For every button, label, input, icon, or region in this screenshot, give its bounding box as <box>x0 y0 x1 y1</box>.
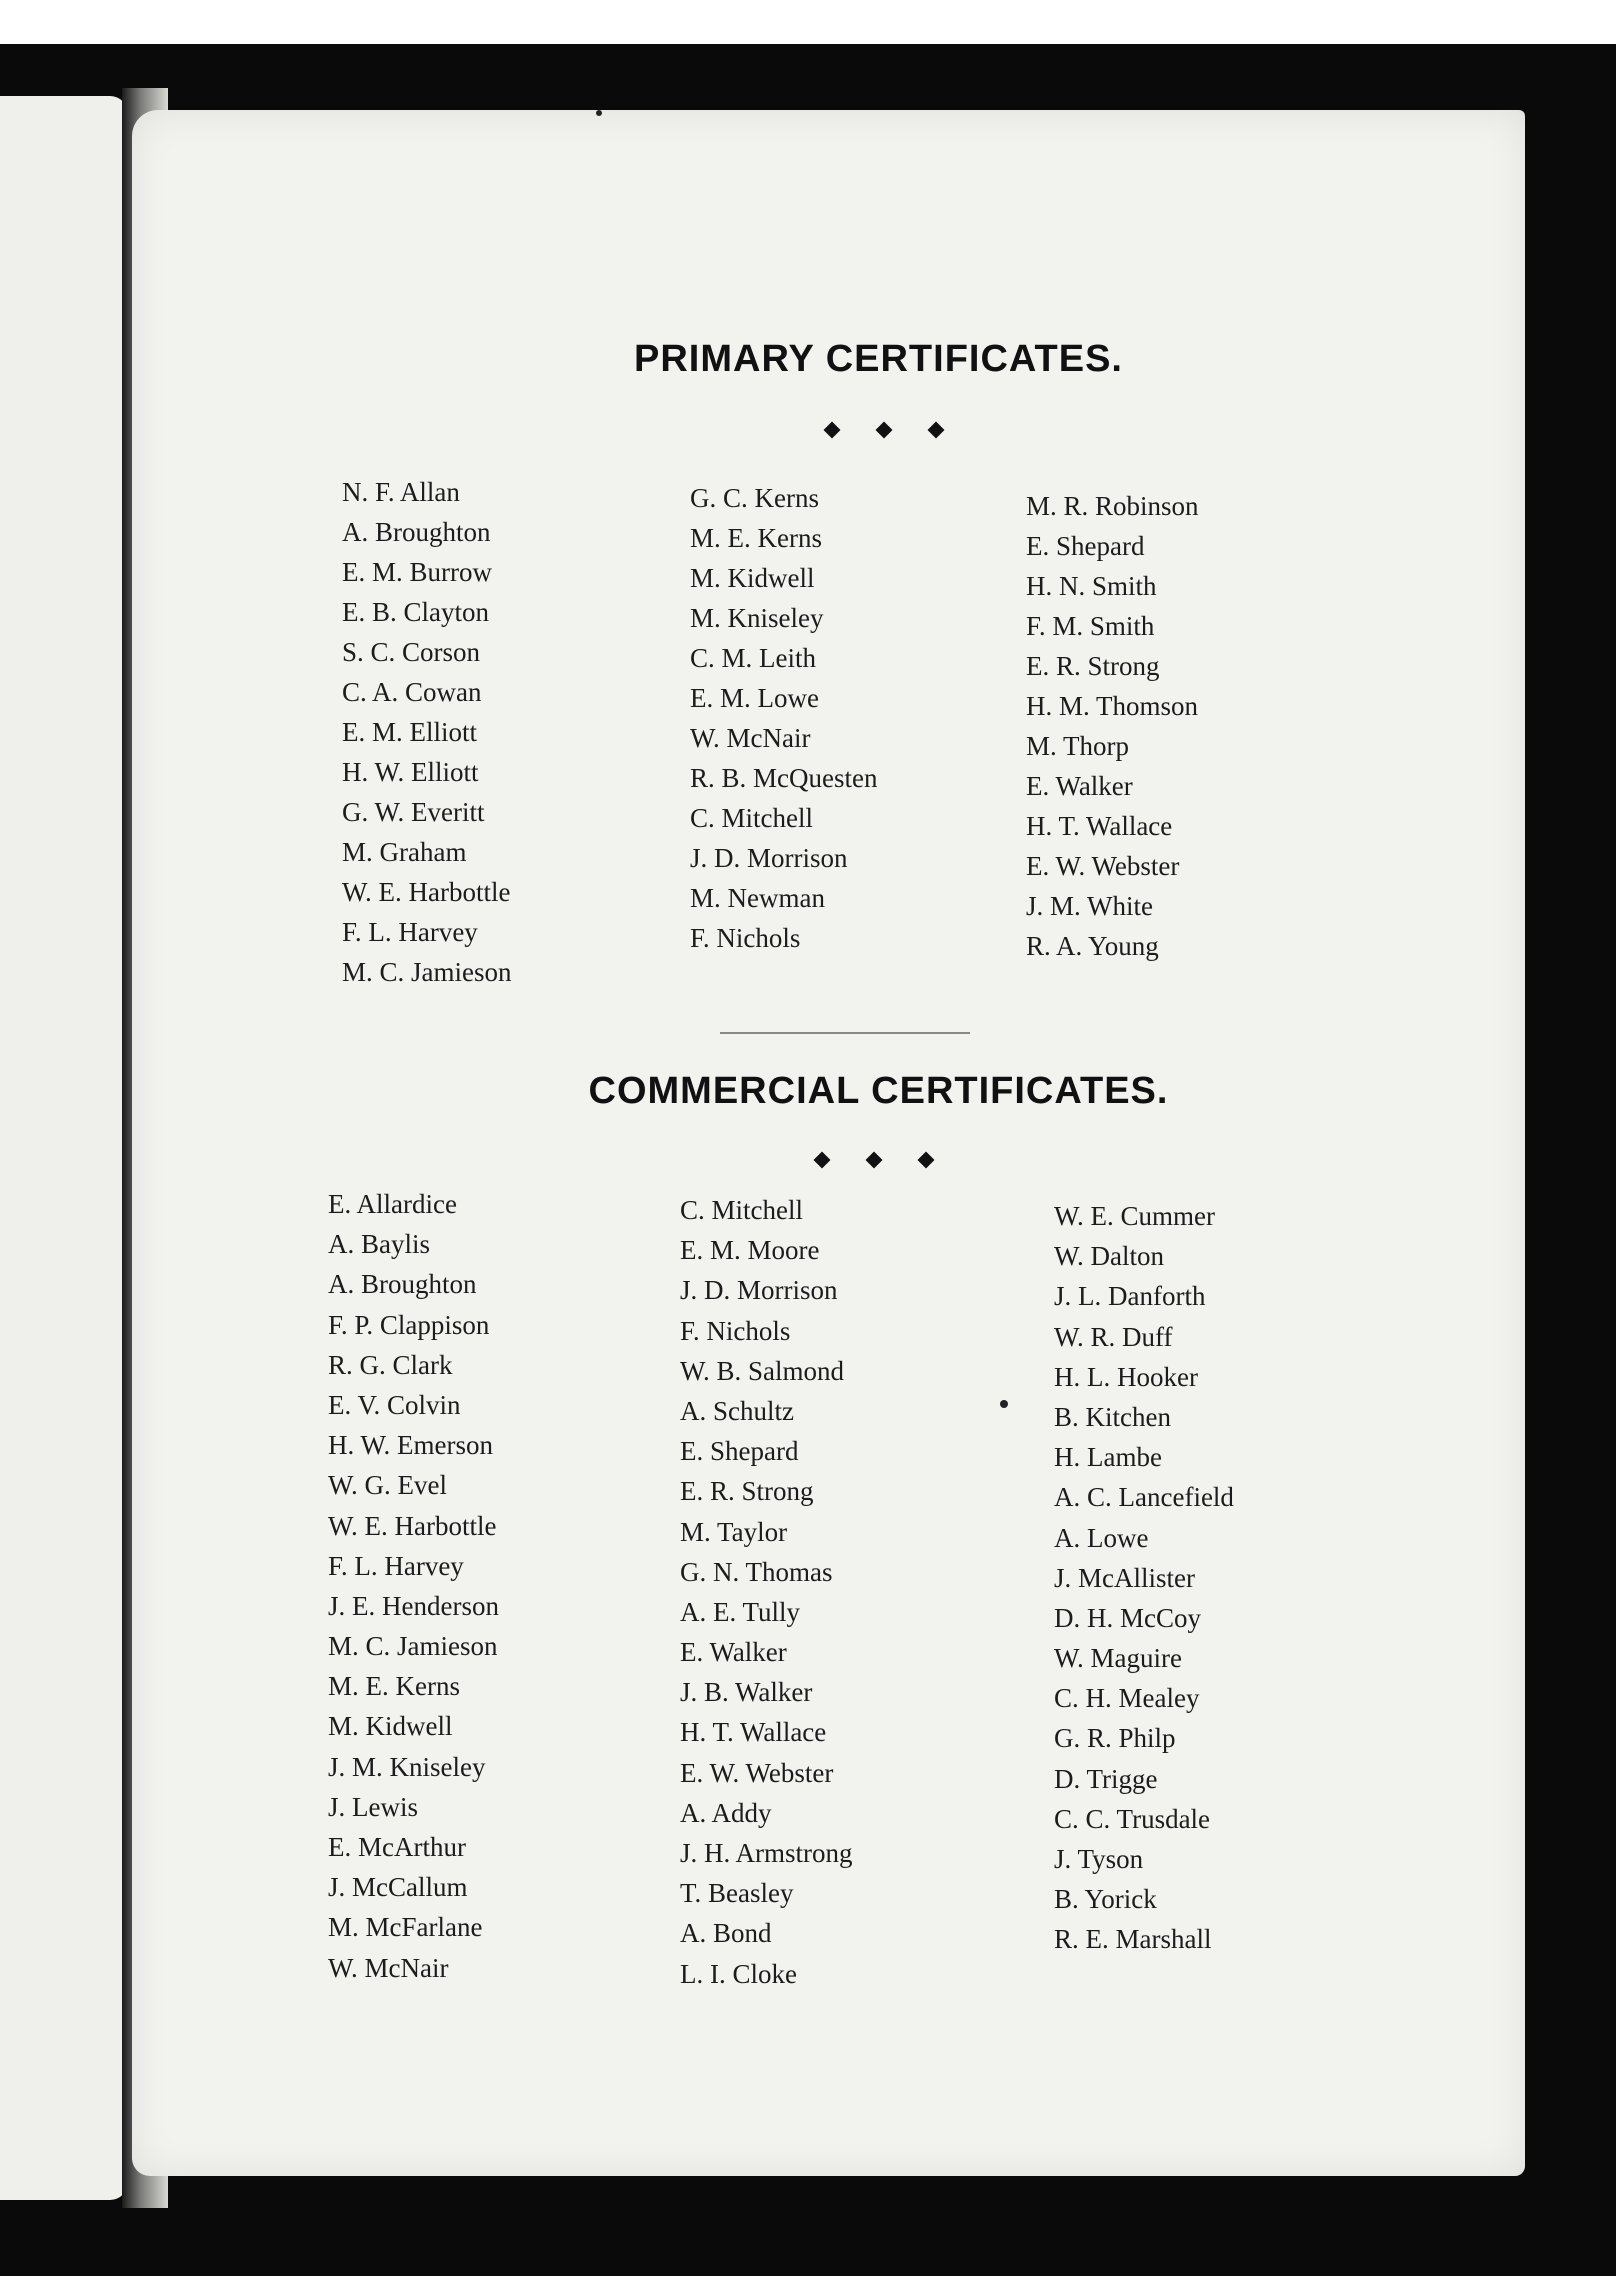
certificate-name: W. Maguire <box>1054 1643 1182 1674</box>
certificate-name: E. R. Strong <box>1026 651 1160 681</box>
certificate-name: F. M. Smith <box>1026 611 1155 641</box>
section-divider <box>720 1032 970 1034</box>
certificate-name: M. McFarlane <box>328 1912 483 1943</box>
primary-column-2 <box>690 478 877 958</box>
certificate-name: G. N. Thomas <box>680 1556 833 1587</box>
certificate-name: J. Lewis <box>328 1791 418 1822</box>
certificate-name: E. W. Webster <box>1026 851 1180 881</box>
certificate-name: C. M. Leith <box>690 643 816 673</box>
certificate-name: G. C. Kerns <box>690 483 819 513</box>
certificate-name: R. E. Marshall <box>1054 1924 1212 1955</box>
document-page <box>132 110 1525 2176</box>
certificate-name: G. W. Everitt <box>342 797 485 827</box>
certificate-name: H. M. Thomson <box>1026 691 1199 721</box>
certificate-name: W. McNair <box>328 1952 449 1983</box>
certificate-name: W. E. Harbottle <box>342 877 511 907</box>
certificate-name: J. D. Morrison <box>690 843 848 873</box>
diamond-icon <box>865 1152 882 1169</box>
certificate-name: M. C. Jamieson <box>342 957 512 987</box>
certificate-name: C. C. Trusdale <box>1054 1803 1211 1834</box>
certificate-name: W. B. Salmond <box>680 1355 845 1386</box>
left-page-edge <box>0 96 128 2200</box>
certificate-name: M. R. Robinson <box>1026 491 1199 521</box>
diamond-icon <box>917 1152 934 1169</box>
certificate-name: E. V. Colvin <box>328 1389 461 1420</box>
ink-speck <box>596 110 602 116</box>
commercial-ornament <box>132 1154 1525 1178</box>
certificate-name: W. R. Duff <box>1054 1321 1173 1352</box>
certificate-name: E. M. Moore <box>680 1235 820 1266</box>
certificate-name: A. Lowe <box>1054 1522 1149 1553</box>
certificate-name: J. McCallum <box>328 1872 468 1903</box>
certificate-name: M. Newman <box>690 883 825 913</box>
certificate-name: M. Kidwell <box>690 563 815 593</box>
certificate-name: A. Addy <box>680 1797 772 1828</box>
certificate-name: E. Walker <box>680 1637 787 1668</box>
certificate-name: C. Mitchell <box>690 803 813 833</box>
certificate-name: W. Dalton <box>1054 1241 1164 1272</box>
certificate-name: E. M. Burrow <box>342 557 492 587</box>
certificate-name: A. E. Tully <box>680 1596 801 1627</box>
certificate-name: C. H. Mealey <box>1054 1683 1200 1714</box>
certificate-name: E. Walker <box>1026 771 1133 801</box>
certificate-name: J. L. Danforth <box>1054 1281 1206 1312</box>
certificate-name: H. Lambe <box>1054 1442 1162 1473</box>
certificate-name: J. D. Morrison <box>680 1275 838 1306</box>
primary-column-1 <box>342 472 512 992</box>
certificate-name: H. L. Hooker <box>1054 1361 1198 1392</box>
certificate-name: M. Graham <box>342 837 467 867</box>
certificate-name: C. A. Cowan <box>342 677 482 707</box>
certificate-name: J. E. Henderson <box>328 1590 499 1621</box>
certificate-name: M. Thorp <box>1026 731 1130 761</box>
certificate-name: M. Kniseley <box>690 603 824 633</box>
certificate-name: W. G. Evel <box>328 1470 447 1501</box>
certificate-name: H. T. Wallace <box>680 1717 827 1748</box>
certificate-name: J. H. Armstrong <box>680 1838 853 1868</box>
certificate-name: H. T. Wallace <box>1026 811 1173 841</box>
certificate-name: J. M. Kniseley <box>328 1751 486 1782</box>
certificate-name: E. M. Elliott <box>342 717 477 747</box>
commercial-certificates-title: COMMERCIAL CERTIFICATES. <box>588 1070 1169 1112</box>
diamond-icon <box>823 422 840 439</box>
ink-speck <box>1000 1400 1008 1408</box>
certificate-name: D. H. McCoy <box>1054 1602 1201 1633</box>
certificate-name: N. F. Allan <box>342 477 460 507</box>
certificate-name: J. Tyson <box>1054 1844 1144 1874</box>
certificate-name: F. Nichols <box>690 923 801 953</box>
certificate-name: F. L. Harvey <box>342 917 478 947</box>
diamond-icon <box>875 422 892 439</box>
certificate-name: W. E. Harbottle <box>328 1510 497 1541</box>
certificate-name: L. I. Cloke <box>680 1958 797 1989</box>
certificate-name: F. L. Harvey <box>328 1550 464 1581</box>
certificate-name: M. Taylor <box>680 1516 788 1547</box>
certificate-name: M. C. Jamieson <box>328 1631 498 1662</box>
certificate-name: F. Nichols <box>680 1315 791 1346</box>
certificate-name: A. C. Lancefield <box>1054 1482 1234 1513</box>
certificate-name: M. E. Kerns <box>690 523 822 553</box>
certificate-name: H. W. Elliott <box>342 757 479 787</box>
certificate-name: J. B. Walker <box>680 1677 813 1708</box>
certificate-name: A. Bond <box>680 1918 772 1949</box>
certificate-name: A. Broughton <box>342 517 491 547</box>
certificate-name: M. Kidwell <box>328 1711 453 1742</box>
certificate-name: B. Kitchen <box>1054 1401 1171 1432</box>
certificate-name: F. P. Clappison <box>328 1309 490 1340</box>
certificate-name: E. B. Clayton <box>342 597 489 627</box>
certificate-name: M. E. Kerns <box>328 1671 460 1702</box>
certificate-name: A. Baylis <box>328 1229 431 1260</box>
certificate-name: W. E. Cummer <box>1054 1201 1215 1231</box>
certificate-name: C. Mitchell <box>680 1195 803 1225</box>
certificate-name: H. W. Emerson <box>328 1430 493 1461</box>
primary-column-3 <box>1026 486 1199 966</box>
certificate-name: G. R. Philp <box>1054 1723 1176 1754</box>
certificate-name: A. Broughton <box>328 1269 477 1300</box>
primary-certificates-title: PRIMARY CERTIFICATES. <box>634 338 1123 380</box>
commercial-column-3 <box>1054 1196 1234 1960</box>
certificate-name: E. R. Strong <box>680 1476 814 1507</box>
commercial-column-2 <box>680 1190 853 1994</box>
certificate-name: A. Schultz <box>680 1395 794 1426</box>
certificate-name: R. G. Clark <box>328 1349 453 1380</box>
certificate-name: E. W. Webster <box>680 1757 834 1788</box>
certificate-name: J. McAllister <box>1054 1562 1195 1593</box>
certificate-name: E. Shepard <box>1026 531 1145 561</box>
commercial-column-1 <box>328 1184 499 1988</box>
certificate-name: R. A. Young <box>1026 931 1159 961</box>
certificate-name: D. Trigge <box>1054 1763 1158 1794</box>
diamond-icon <box>927 422 944 439</box>
diamond-icon <box>813 1152 830 1169</box>
certificate-name: E. McArthur <box>328 1832 466 1862</box>
certificate-name: H. N. Smith <box>1026 571 1157 601</box>
certificate-name: T. Beasley <box>680 1878 794 1909</box>
certificate-name: B. Yorick <box>1054 1884 1157 1915</box>
primary-ornament <box>132 424 1525 448</box>
certificate-name: E. Shepard <box>680 1436 799 1467</box>
certificate-name: E. Allardice <box>328 1189 457 1219</box>
certificate-name: J. M. White <box>1026 891 1153 921</box>
certificate-name: R. B. McQuesten <box>690 763 878 793</box>
certificate-name: E. M. Lowe <box>690 683 819 713</box>
certificate-name: W. McNair <box>690 723 811 753</box>
certificate-name: S. C. Corson <box>342 637 481 667</box>
